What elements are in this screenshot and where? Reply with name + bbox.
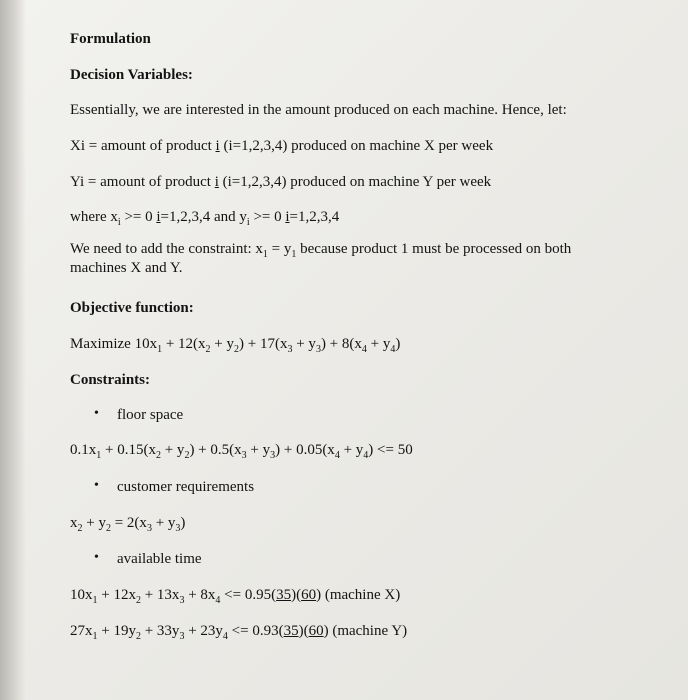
bullet-dot: • [94, 406, 99, 421]
objective-function: Maximize $10x_1 + 12(x_2 + y_2) + 17(x_3 + y_3) + 8(x_4 + y_4)$ [70, 336, 401, 355]
objective-heading: Objective function: [70, 300, 194, 316]
bullet-available-time: available time [117, 551, 202, 567]
bullet-floor-space: floor space [117, 407, 184, 423]
formulation-heading: Formulation [70, 31, 151, 47]
time-constraint-machine-x: $10x_1 + 12x_2 + 13x_3 + 8x_4 <= 0.95(35)(60)$ (machine X) [70, 587, 401, 606]
bullet-dot: • [94, 478, 99, 493]
constraints-heading: Constraints: [70, 372, 151, 388]
customer-constraint: $x_2 + y_2 = 2(x_3 + y_3)$ [70, 515, 186, 534]
bullet-customer-requirements: customer requirements [117, 479, 255, 495]
constraint-note: We need to add the constraint: $x_1 = y_1$ because product 1 must be processed on both machines X and Y. [70, 241, 572, 276]
yi-definition: Yi = amount of product i (i=1,2,3,4) produced on machine Y per week [70, 174, 492, 190]
decision-variables-heading: Decision Variables: [70, 67, 193, 83]
intro-text: Essentially, we are interested in the amount produced on each machine. Hence, let: [70, 102, 567, 118]
bullet-dot: • [94, 550, 99, 565]
time-constraint-machine-y: $27x_1 + 19y_2 + 33y_3 + 23y_4 <= 0.93(35)(60)$ (machine Y) [70, 623, 408, 642]
floor-space-constraint: $0.1x_1 + 0.15(x_2 + y_2) + 0.5(x_3 + y_3) + 0.05(x_4 + y_4) <= 50$ [70, 442, 413, 461]
non-negativity: where $x_i >= 0$ i=1,2,3,4 and $y_i >= 0$ i=1,2,3,4 [70, 209, 340, 228]
xi-definition: Xi = amount of product i (i=1,2,3,4) produced on machine X per week [70, 138, 494, 154]
